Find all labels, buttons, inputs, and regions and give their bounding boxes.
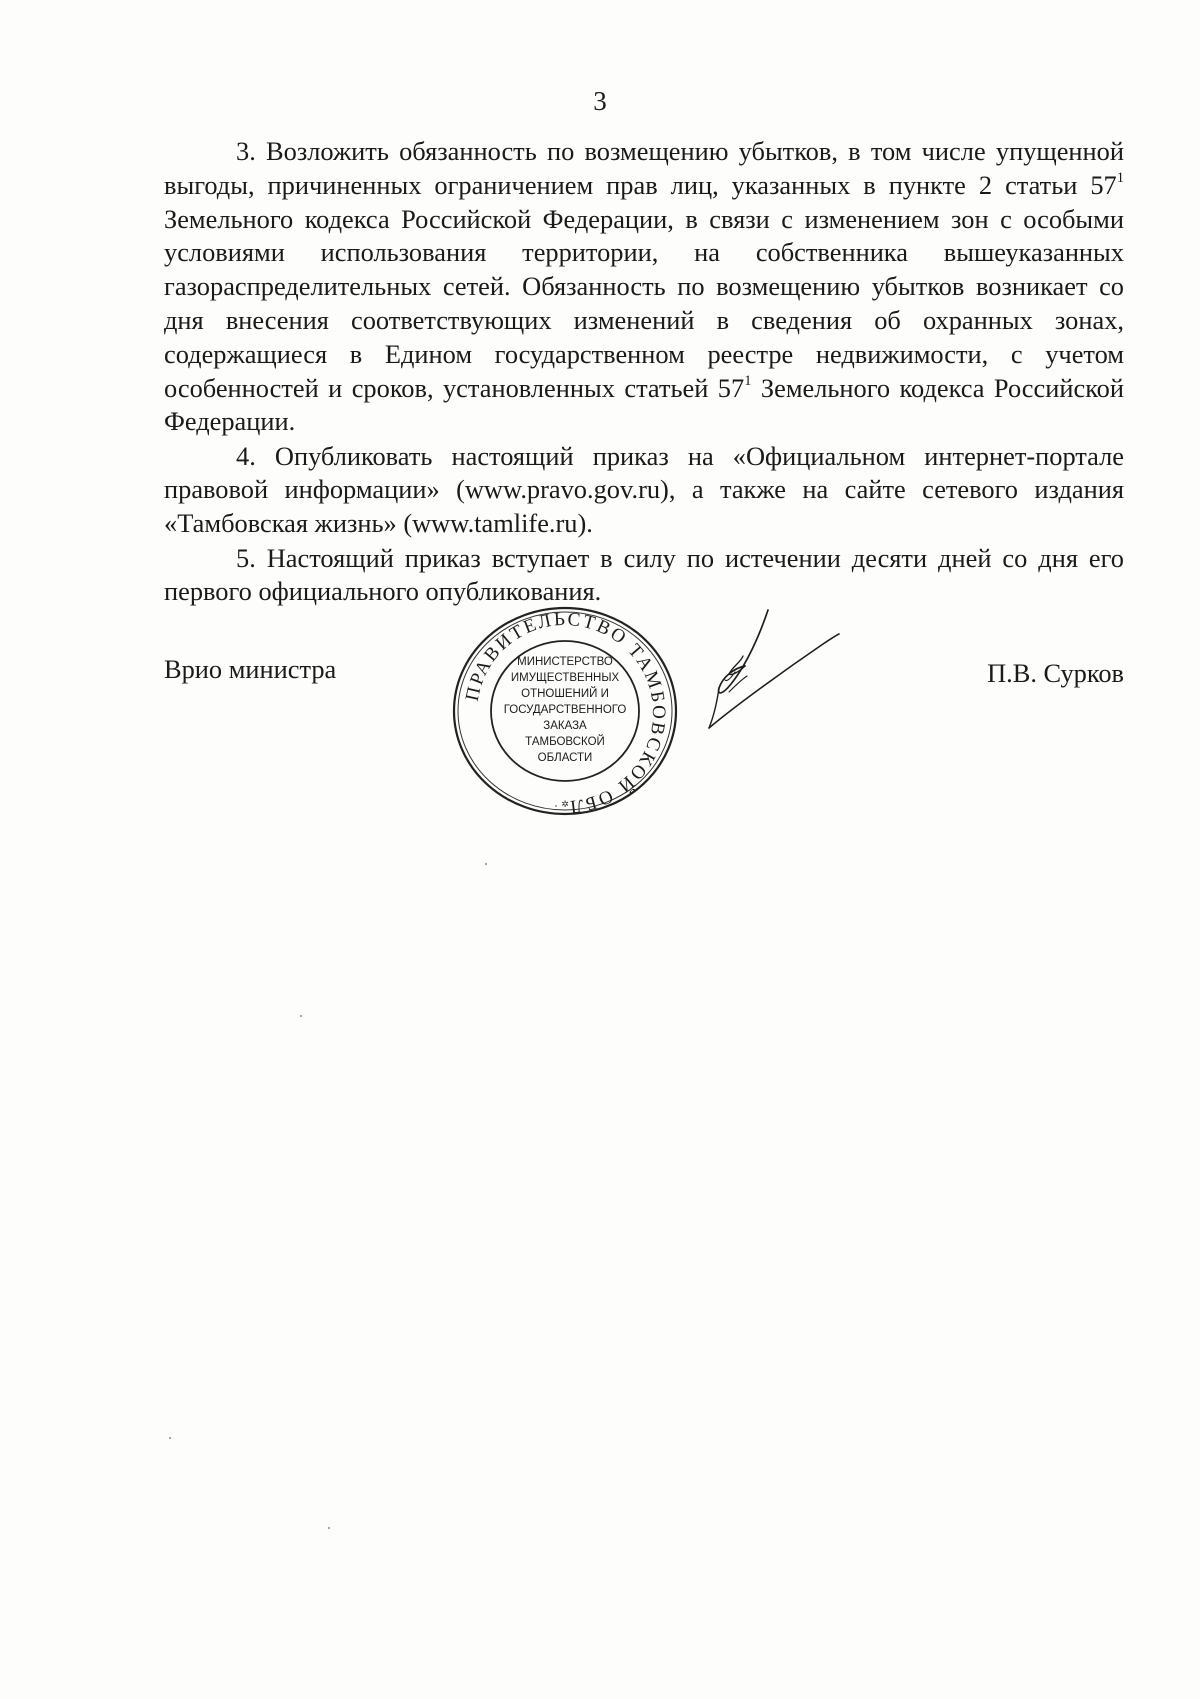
paragraph-3-text-a: 3. Возложить обязанность по возмещению убытков, в том числе упущенной выгоды, причиненных ограничением прав лиц, указанных в пункте 2 статьи 57 xyxy=(164,136,1124,200)
seal-inner-line: ИМУЩЕСТВЕННЫХ xyxy=(510,672,620,684)
scan-speck xyxy=(485,863,487,865)
seal-inner-line: ОБЛАСТИ xyxy=(537,752,593,764)
seal-inner-line: ТАМБОВСКОЙ xyxy=(525,736,605,748)
scan-speck xyxy=(555,805,557,807)
paragraph-3 xyxy=(164,135,1124,439)
document-body xyxy=(164,135,1124,609)
paragraph-3-text-c: Земельного кодекса Российской Федерации. xyxy=(164,372,1124,437)
superscript-1: 1 xyxy=(1116,169,1124,186)
seal-inner-line: ГОСУДАРСТВЕННОГО xyxy=(503,704,627,716)
handwritten-signature xyxy=(705,606,845,736)
paragraph-3-text-b: Земельного кодекса Российской Федерации, в связи с изменением зон с особыми условиями использования территории, на собственника вышеуказанных газораспределительных сетей. Обязанность по возмещению убытков возникает со дня внесения соответствующих изменений в сведения об охранных зонах, содержащиеся в Едином государственном реестре недвижимости, с учетом особенностей и сроков, установленных статьей 57 xyxy=(164,203,1124,403)
superscript-1: 1 xyxy=(744,372,752,389)
seal-inner-line: ЗАКАЗА xyxy=(543,720,587,732)
svg-text:ПРАВИТЕЛЬСТВО ТАМБОВСКОЙ ОБЛАС: ПРАВИТЕЛЬСТВО ТАМБОВСКОЙ ОБЛ xyxy=(461,608,670,818)
seal-inner-line: ОТНОШЕНИЙ И xyxy=(521,688,609,700)
paragraph-4: 4. Опубликовать настоящий приказ на «Официальном интернет-портале правовой информации» (www.pravo.gov.ru), а также на сайте сетевого издания «Тамбовская жизнь» (www.tamlife.ru). xyxy=(164,440,1124,539)
signatory-role: Врио министра xyxy=(164,654,337,684)
page-number: 3 xyxy=(593,86,607,116)
official-seal xyxy=(447,601,683,821)
seal-star: ✲ xyxy=(561,800,569,810)
scan-speck xyxy=(328,1527,330,1529)
seal-graphic xyxy=(447,601,683,821)
signatory-name: П.В. Сурков xyxy=(987,658,1124,688)
scan-speck xyxy=(169,1437,171,1439)
seal-inner-line: МИНИСТЕРСТВО xyxy=(517,656,613,668)
scan-speck xyxy=(300,1015,302,1017)
paragraph-5: 5. Настоящий приказ вступает в силу по истечении десяти дней со дня его первого официального опубликования. xyxy=(164,542,1124,607)
